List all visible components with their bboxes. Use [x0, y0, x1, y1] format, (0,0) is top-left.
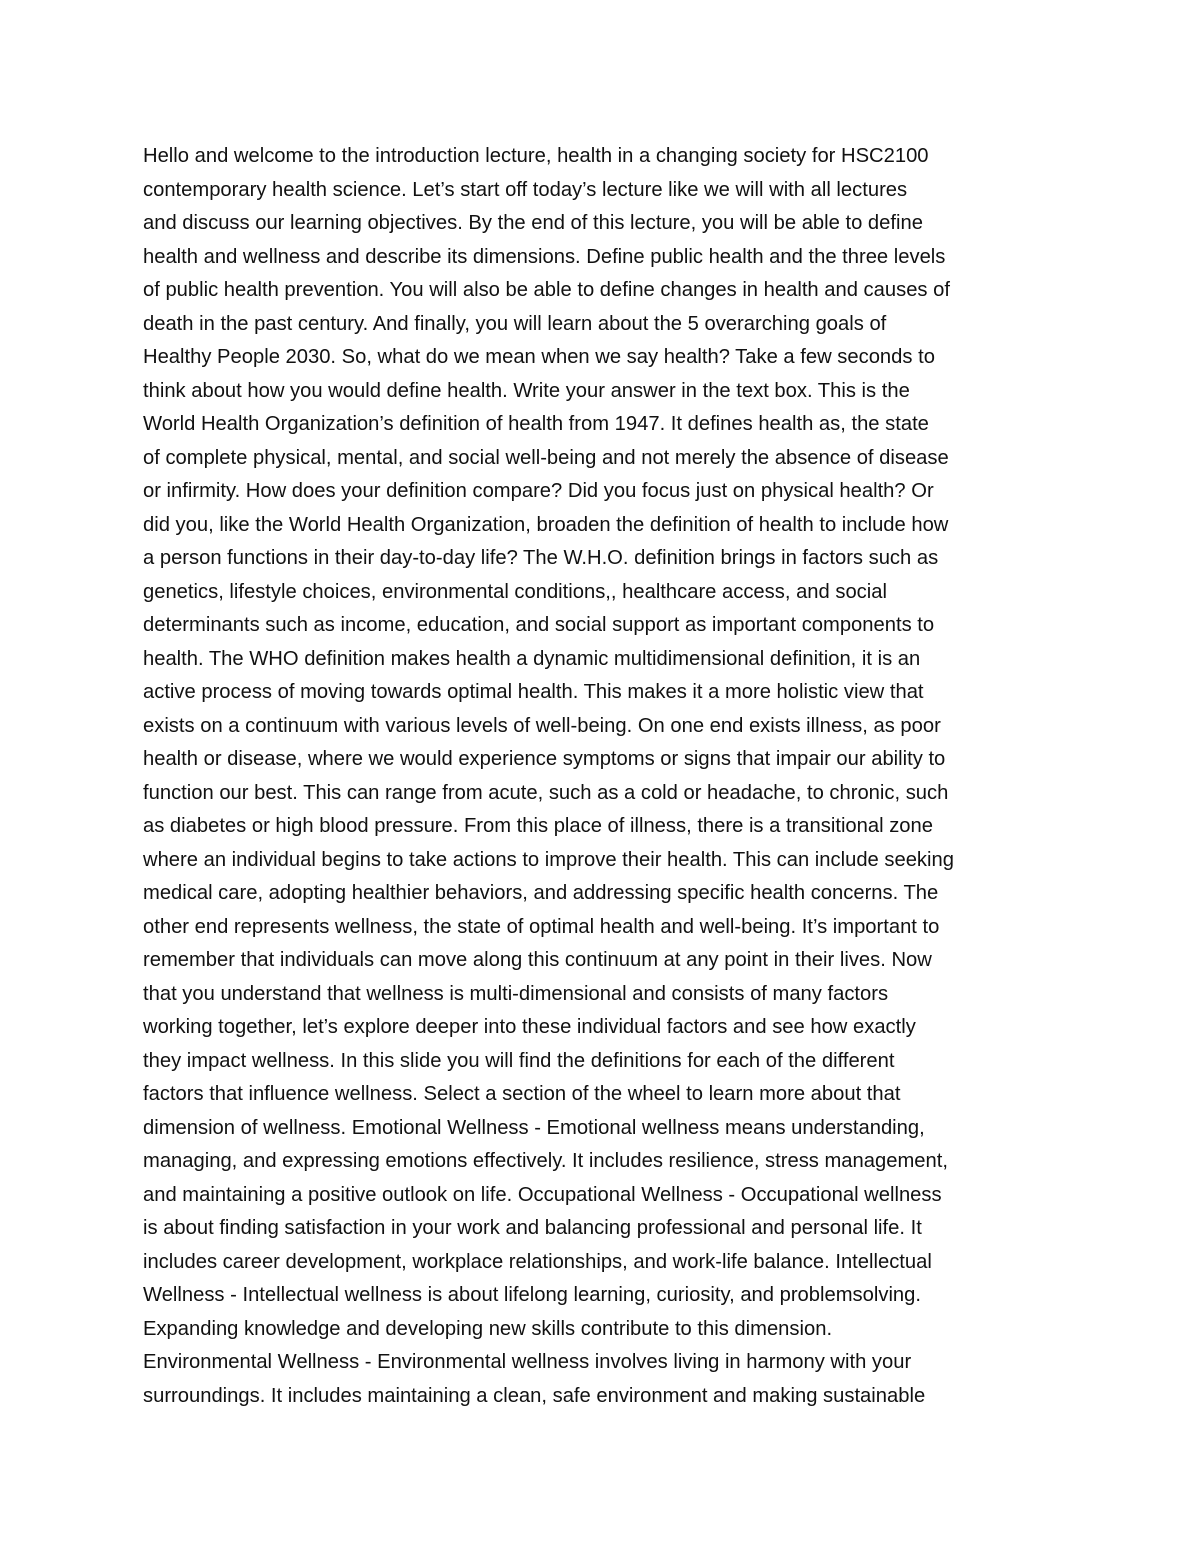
text-line: think about how you would define health. Write your answer in the text box. This is the — [143, 379, 910, 402]
text-line: active process of moving towards optimal health. This makes it a more holistic view that — [143, 681, 924, 703]
text-line: a person functions in their day-to-day life? The W.H.O. definition brings in factors such as — [143, 547, 939, 569]
body-text — [143, 140, 1073, 1413]
text-line: of public health prevention. You will also be able to define changes in health and causes of — [143, 279, 950, 301]
text-line: remember that individuals can move along this continuum at any point in their lives. Now — [143, 949, 932, 971]
text-line: other end represents wellness, the state of optimal health and well-being. It’s important to — [143, 915, 940, 938]
text-line: Hello and welcome to the introduction lecture, health in a changing society for HSC2100 — [143, 145, 929, 167]
text-line: as diabetes or high blood pressure. From this place of illness, there is a transitional zone — [143, 815, 933, 837]
text-line: surroundings. It includes maintaining a clean, safe environment and making sustainable — [143, 1384, 926, 1407]
text-line: of complete physical, mental, and social well-being and not merely the absence of disease — [143, 446, 949, 469]
text-line: Healthy People 2030. So, what do we mean when we say health? Take a few seconds to — [143, 346, 935, 368]
text-line: or infirmity. How does your definition compare? Did you focus just on physical health? Or — [143, 480, 934, 502]
text-line: Wellness - Intellectual wellness is about lifelong learning, curiosity, and problemsolving. — [143, 1284, 921, 1306]
text-line: where an individual begins to take actions to improve their health. This can include seeking — [143, 848, 954, 871]
text-line: Environmental Wellness - Environmental wellness involves living in harmony with your — [143, 1351, 912, 1373]
text-line: did you, like the World Health Organization, broaden the definition of health to include how — [143, 513, 949, 536]
text-line: death in the past century. And finally, you will learn about the 5 overarching goals of — [143, 312, 887, 335]
text-line: exists on a continuum with various levels of well-being. On one end exists illness, as poor — [143, 714, 941, 737]
text-line: and discuss our learning objectives. By the end of this lecture, you will be able to define — [143, 212, 923, 234]
text-line: dimension of wellness. Emotional Wellness - Emotional wellness means understanding, — [143, 1116, 925, 1139]
text-line: working together, let’s explore deeper into these individual factors and see how exactly — [143, 1016, 916, 1038]
text-line: and maintaining a positive outlook on life. Occupational Wellness - Occupational wellness — [143, 1183, 942, 1206]
text-line: they impact wellness. In this slide you will find the definitions for each of the different — [143, 1049, 895, 1072]
text-line: managing, and expressing emotions effectively. It includes resilience, stress management, — [143, 1150, 948, 1172]
text-line: World Health Organization’s definition of health from 1947. It defines health as, the state — [143, 413, 929, 435]
text-line: function our best. This can range from acute, such as a cold or headache, to chronic, such — [143, 781, 949, 804]
text-line: Expanding knowledge and developing new skills contribute to this dimension. — [143, 1317, 833, 1340]
text-line: contemporary health science. Let’s start off today’s lecture like we will with all lectures — [143, 178, 908, 201]
text-line: health. The WHO definition makes health a dynamic multidimensional definition, it is an — [143, 647, 921, 670]
text-line: medical care, adopting healthier behaviors, and addressing specific health concerns. The — [143, 882, 939, 904]
text-line: factors that influence wellness. Select a section of the wheel to learn more about that — [143, 1083, 901, 1105]
text-line: genetics, lifestyle choices, environmental conditions,, healthcare access, and social — [143, 580, 887, 603]
text-line: is about finding satisfaction in your work and balancing professional and personal life. It — [143, 1217, 922, 1239]
text-line: includes career development, workplace relationships, and work-life balance. Intellectual — [143, 1250, 932, 1273]
text-line: determinants such as income, education, and social support as important components to — [143, 614, 935, 636]
text-line: that you understand that wellness is multi-dimensional and consists of many factors — [143, 982, 889, 1005]
text-line: health or disease, where we would experience symptoms or signs that impair our ability to — [143, 748, 946, 770]
text-line: health and wellness and describe its dimensions. Define public health and the three levels — [143, 245, 946, 268]
